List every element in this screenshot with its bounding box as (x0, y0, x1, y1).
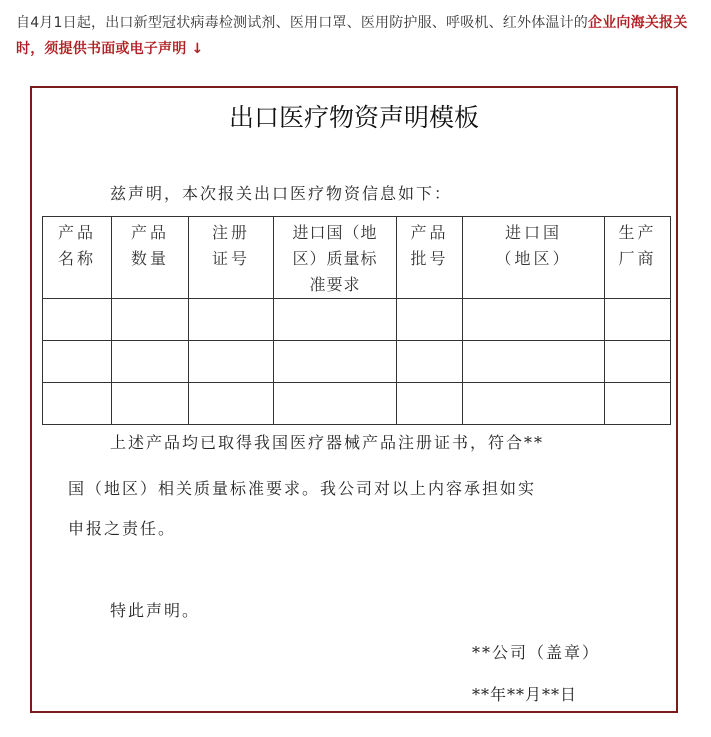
declaration-date: **年**月**日 (472, 685, 578, 704)
table-cell[interactable] (274, 383, 397, 425)
table-cell[interactable] (43, 383, 112, 425)
table-cell[interactable] (397, 299, 463, 341)
table-cell[interactable] (397, 383, 463, 425)
header-registration-number: 注册 证号 (189, 217, 274, 299)
intro-text: 自4月1日起，出口新型冠状病毒检测试剂、医用口罩、医用防护服、呼吸机、红外体温计的 (16, 15, 589, 31)
header-batch-number: 产品 批号 (397, 217, 463, 299)
table-cell[interactable] (463, 299, 605, 341)
table-cell[interactable] (43, 299, 112, 341)
declaration-closing: 特此声明。 (110, 601, 201, 620)
goods-info-table (42, 216, 671, 425)
table-cell[interactable] (274, 341, 397, 383)
table-cell[interactable] (189, 341, 274, 383)
header-import-country: 进口国 （地区） (463, 217, 605, 299)
company-signature-seal: **公司（盖章） (472, 643, 601, 662)
header-manufacturer: 生产 厂商 (605, 217, 671, 299)
header-import-quality-standard: 进口国（地 区）质量标 准要求 (274, 217, 397, 299)
declaration-body-line-2: 国（地区）相关质量标准要求。我公司对以上内容承担如实 (68, 479, 537, 498)
declaration-template-frame (30, 86, 678, 713)
table-cell[interactable] (463, 341, 605, 383)
table-row (43, 341, 671, 383)
table-cell[interactable] (274, 299, 397, 341)
table-cell[interactable] (189, 383, 274, 425)
table-cell[interactable] (463, 383, 605, 425)
table-header-row (43, 217, 671, 299)
table-cell[interactable] (189, 299, 274, 341)
declaration-body-line-1: 上述产品均已取得我国医疗器械产品注册证书，符合** (110, 433, 545, 452)
table-cell[interactable] (43, 341, 112, 383)
table-cell[interactable] (605, 341, 671, 383)
intro-highlight: 企业向海关报关时，须提供书面或电子声明 ↓ (16, 15, 688, 57)
table-cell[interactable] (112, 341, 189, 383)
header-product-name: 产品 名称 (43, 217, 112, 299)
table-cell[interactable] (605, 383, 671, 425)
table-cell[interactable] (112, 383, 189, 425)
table-cell[interactable] (605, 299, 671, 341)
table-cell[interactable] (397, 341, 463, 383)
table-row (43, 299, 671, 341)
template-title: 出口医疗物资声明模板 (228, 103, 479, 132)
template-lead: 兹声明，本次报关出口医疗物资信息如下： (110, 184, 453, 203)
table-cell[interactable] (112, 299, 189, 341)
declaration-body-line-3: 申报之责任。 (68, 519, 177, 538)
header-product-quantity: 产品 数量 (112, 217, 189, 299)
table-row (43, 383, 671, 425)
intro-notice (16, 10, 698, 62)
